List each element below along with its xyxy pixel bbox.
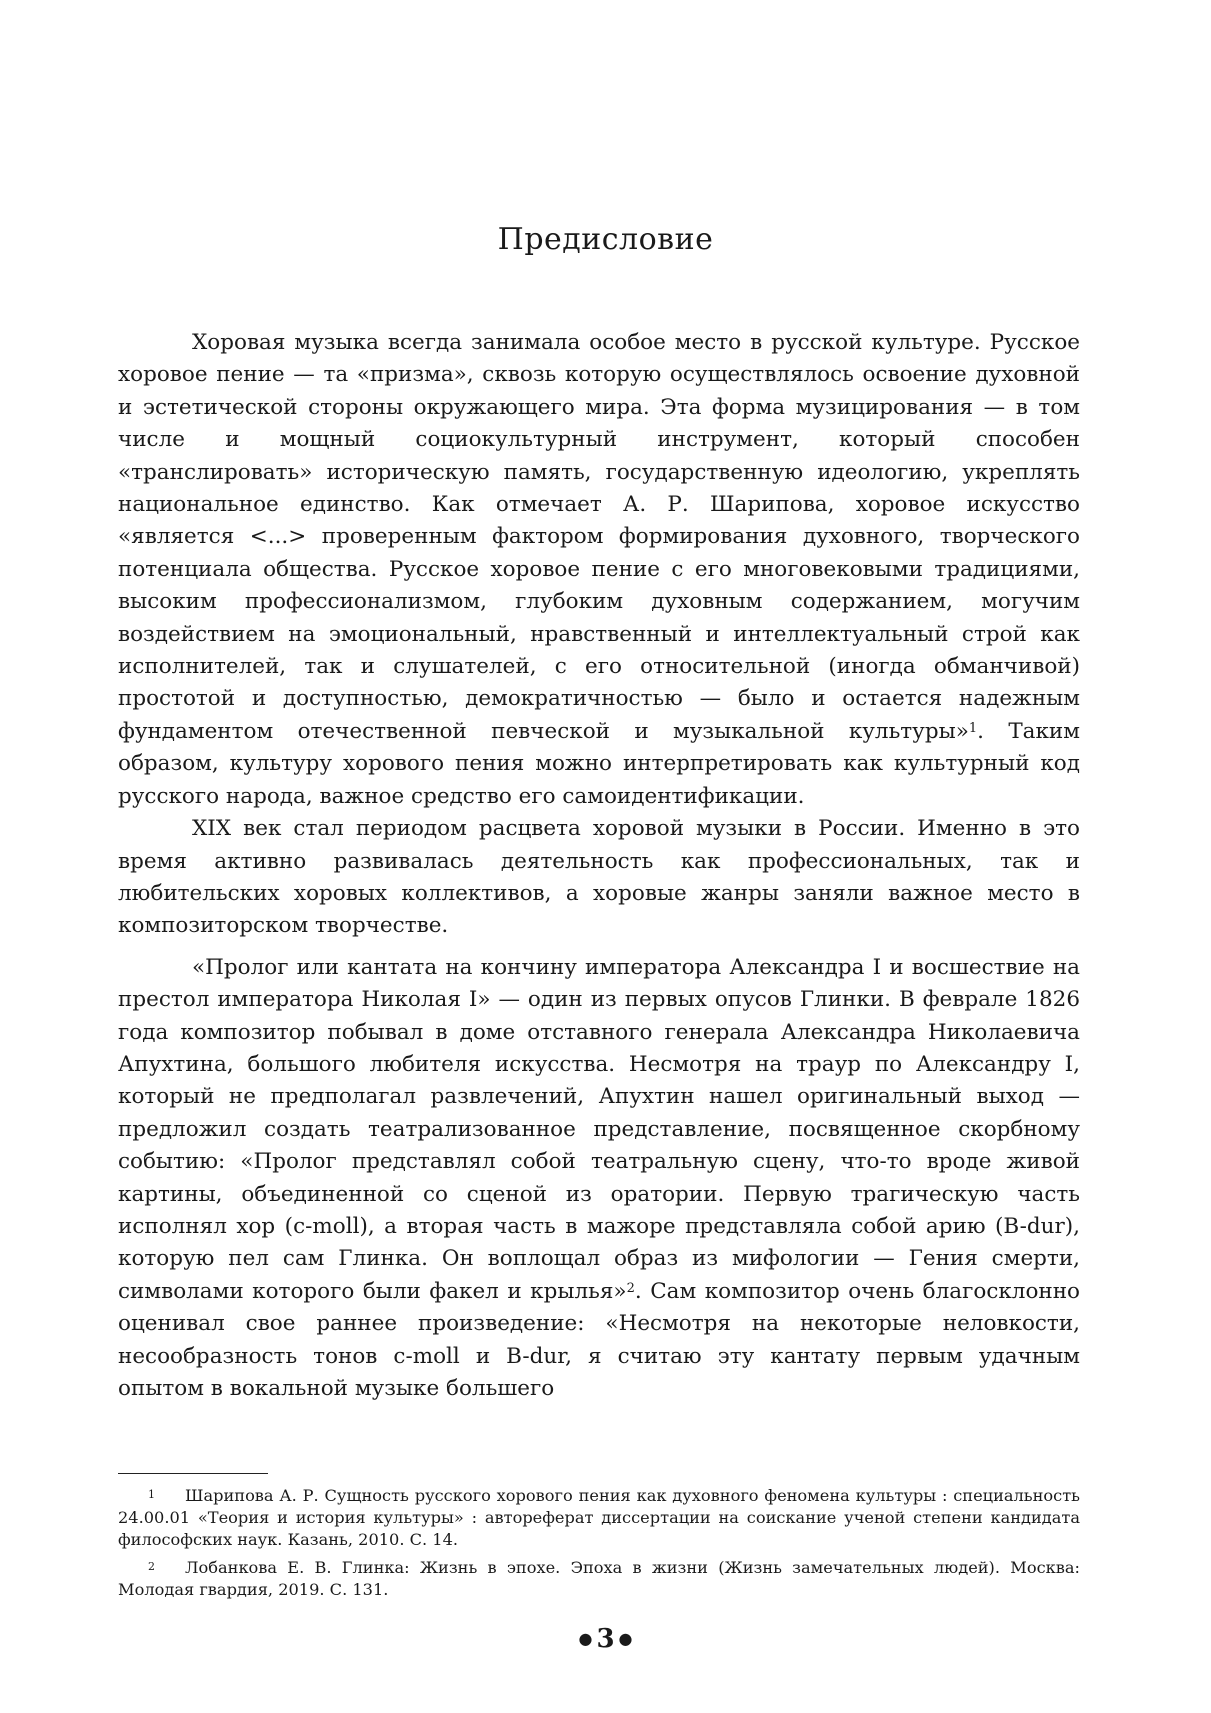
footnote-divider xyxy=(118,1473,268,1474)
paragraph-1 xyxy=(118,327,1080,813)
footnote-1 xyxy=(118,1485,1080,1551)
footnote-number: 2 xyxy=(148,1560,155,1573)
main-text xyxy=(118,327,1080,1405)
footnote-text: Шарипова А. Р. Сущность русского хорового пения как духовного феномена культуры : специальность 24.00.01 «Теория и история культуры» : автореферат диссертации на соискание ученой степени кандидата философских наук. Казань, 2010. С. 14. xyxy=(118,1486,1080,1549)
footnotes xyxy=(118,1485,1080,1607)
footnote-text: Лобанкова Е. В. Глинка: Жизнь в эпохе. Эпоха в жизни (Жизнь замечательных людей). Москва: Молодая гвардия, 2019. С. 131. xyxy=(118,1558,1080,1599)
footnote-ref-1[interactable]: 1 xyxy=(968,720,978,736)
bullet-icon: ● xyxy=(618,1628,633,1648)
chapter-title: Предисловие xyxy=(497,222,714,257)
paragraph-3-text-cont: . Сам композитор очень благосклонно оценивал свое раннее произведение: «Несмотря на некоторые неловкости, несообразность тонов c-moll и B-dur, я считаю эту кантату первым удачным опытом в вокальной музыке большего xyxy=(118,1278,1080,1401)
paragraph-1-text-cont: . Таким образом, культуру хорового пения можно интерпретировать как культурный код русского народа, важное средство его самоидентификации. xyxy=(118,718,1080,809)
footnote-number: 1 xyxy=(148,1488,155,1501)
paragraph-3-text: «Пролог или кантата на кончину императора Александра I и восшествие на престол императора Николая I» — один из первых опусов Глинки. В феврале 1826 года композитор побывал в доме отставного генерала Александра Николаевича Апухтина, большого любителя искусства. Несмотря на траур по Александру I, который не предполагал развлечений, Апухтин нашел оригинальный выход — предложил создать театрализованное представление, посвященное скорбному событию: «Пролог представлял собой театральную сцену, что-то вроде живой картины, объединенной со сценой из оратории. Первую трагическую часть исполнял хор (c-moll), а вторая часть в мажоре представляла собой арию (B-dur), которую пел сам Глинка. Он воплощал образ из мифологии — Гения смерти, символами которого были факел и крылья» xyxy=(118,954,1080,1304)
footnote-2 xyxy=(118,1557,1080,1601)
page-number-value: 3 xyxy=(596,1624,615,1654)
paragraph-2: XIX век стал периодом расцвета хоровой музыки в России. Именно в это время активно развивалась деятельность как профессиональных, так и любительских хоровых коллективов, а хоровые жанры заняли важное место в композиторском творчестве. xyxy=(118,816,1080,939)
bullet-icon: ● xyxy=(578,1628,593,1648)
footnote-ref-2[interactable]: 2 xyxy=(626,1280,635,1296)
paragraph-3 xyxy=(118,952,1080,1406)
page-number xyxy=(0,1624,1211,1654)
paragraph-1-text: Хоровая музыка всегда занимала особое место в русской культуре. Русское хоровое пение — та «призма», сквозь которую осуществлялось освоение духовной и эстетической стороны окружающего мира. Эта форма музицирования — в том числе и мощный социокультурный инструмент, который способен «транслировать» историческую память, государственную идеологию, укреплять национальное единство. Как отмечает А. Р. Шарипова, хоровое искусство «является <...> проверенным фактором формирования духовного, творческого потенциала общества. Русское хоровое пение с его многовековыми традициями, высоким профессионализмом, глубоким духовным содержанием, могучим воздействием на эмоциональный, нравственный и интеллектуальный строй как исполнителей, так и слушателей, с его относительной (иногда обманчивой) простотой и доступностью, демократичностью — было и остается надежным фундаментом отечественной певческой и музыкальной культуры» xyxy=(118,330,1080,744)
